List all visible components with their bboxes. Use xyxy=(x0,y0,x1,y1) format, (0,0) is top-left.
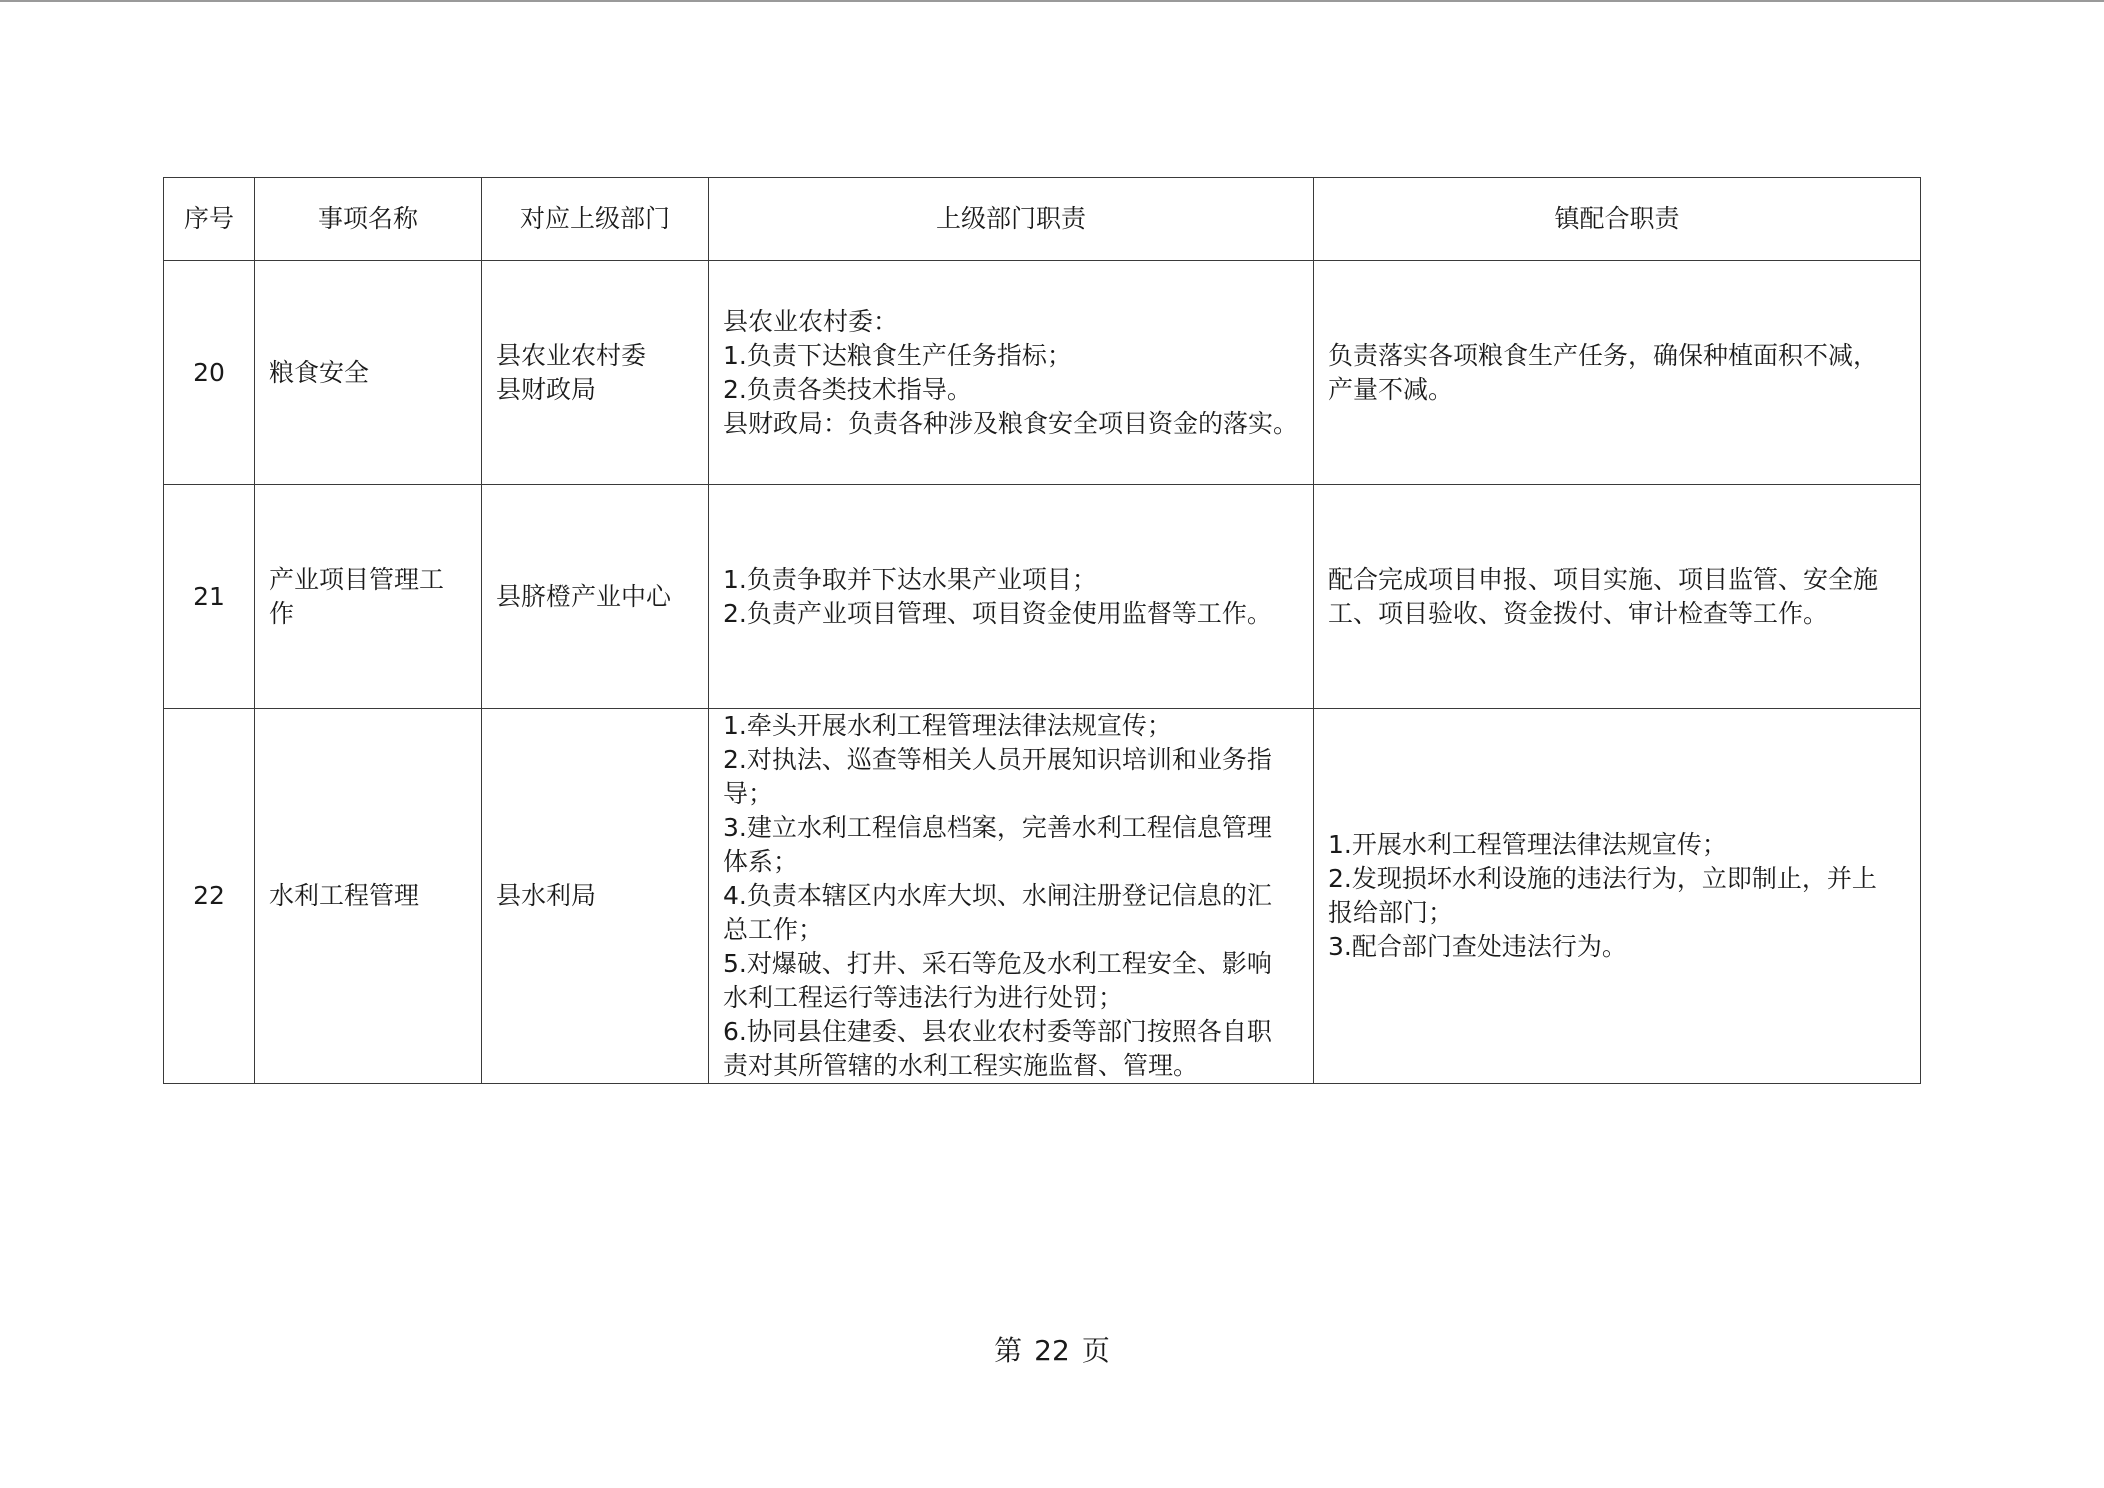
row-number: 21 xyxy=(164,485,255,709)
town-duty-line: 工、项目验收、资金拨付、审计检查等工作。 xyxy=(1328,598,1829,628)
town-duty-line: 报给部门； xyxy=(1328,898,1454,927)
department-line: 县农业农村委 xyxy=(496,340,647,370)
town-duty-line: 3.配合部门查处违法行为。 xyxy=(1328,932,1627,961)
superior-duty-cell xyxy=(709,485,1314,709)
item-name: 粮食安全 xyxy=(255,261,482,485)
duty-line: 县财政局：负责各种涉及粮食安全项目资金的落实。 xyxy=(723,408,1299,438)
duty-line: 1.负责争取并下达水果产业项目； xyxy=(723,564,1097,594)
duty-line: 水利工程运行等违法行为进行处罚； xyxy=(723,983,1124,1012)
header-department: 对应上级部门 xyxy=(482,178,709,261)
duty-line: 体系； xyxy=(723,847,799,876)
department-line: 县脐橙产业中心 xyxy=(496,581,672,611)
header-no: 序号 xyxy=(164,178,255,261)
header-item-name: 事项名称 xyxy=(255,178,482,261)
table-row xyxy=(164,485,1921,709)
duty-line: 责对其所管辖的水利工程实施监督、管理。 xyxy=(723,1051,1199,1080)
duty-line: 1.负责下达粮食生产任务指标； xyxy=(723,340,1072,370)
duty-line: 2.负责产业项目管理、项目资金使用监督等工作。 xyxy=(723,598,1272,628)
page-prefix: 第 xyxy=(994,1334,1023,1367)
page-top-border xyxy=(0,0,2104,2)
table-header-row xyxy=(164,178,1921,261)
superior-duty-cell xyxy=(709,261,1314,485)
duty-line: 2.对执法、巡查等相关人员开展知识培训和业务指 xyxy=(723,745,1272,774)
town-duty-cell xyxy=(1314,485,1921,709)
department-line: 县水利局 xyxy=(496,881,597,910)
item-name-line: 产业项目管理工 xyxy=(269,564,445,594)
town-duty-line: 2.发现损坏水利设施的违法行为，立即制止，并上 xyxy=(1328,864,1877,893)
department-cell xyxy=(482,485,709,709)
duty-table xyxy=(163,177,1921,1084)
duty-line: 6.协同县住建委、县农业农村委等部门按照各自职 xyxy=(723,1017,1272,1046)
page-number-footer xyxy=(0,1333,2104,1369)
department-cell xyxy=(482,709,709,1084)
town-duty-line: 负责落实各项粮食生产任务，确保种植面积不减， xyxy=(1328,340,1879,370)
row-number: 20 xyxy=(164,261,255,485)
town-duty-line: 1.开展水利工程管理法律法规宣传； xyxy=(1328,830,1727,859)
item-name: 水利工程管理 xyxy=(255,709,482,1084)
duty-line: 县农业农村委： xyxy=(723,306,899,336)
duty-line: 2.负责各类技术指导。 xyxy=(723,374,972,404)
table-row xyxy=(164,261,1921,485)
town-duty-line: 产量不减。 xyxy=(1328,374,1454,404)
row-number: 22 xyxy=(164,709,255,1084)
town-duty-cell xyxy=(1314,261,1921,485)
duty-line: 5.对爆破、打井、采石等危及水利工程安全、影响 xyxy=(723,949,1272,978)
town-duty-line: 配合完成项目申报、项目实施、项目监管、安全施 xyxy=(1328,564,1879,594)
town-duty-cell xyxy=(1314,709,1921,1084)
header-superior-duty: 上级部门职责 xyxy=(709,178,1314,261)
duty-line: 导； xyxy=(723,779,774,808)
duty-line: 1.牵头开展水利工程管理法律法规宣传； xyxy=(723,711,1172,740)
department-cell xyxy=(482,261,709,485)
department-line: 县财政局 xyxy=(496,374,597,404)
table-row xyxy=(164,709,1921,1084)
page-suffix: 页 xyxy=(1081,1334,1110,1367)
page-number: 22 xyxy=(1034,1334,1070,1367)
superior-duty-cell xyxy=(709,709,1314,1084)
duty-line: 总工作； xyxy=(723,915,824,944)
duty-line: 3.建立水利工程信息档案，完善水利工程信息管理 xyxy=(723,813,1272,842)
duty-line: 4.负责本辖区内水库大坝、水闸注册登记信息的汇 xyxy=(723,881,1272,910)
item-name xyxy=(255,485,482,709)
item-name-line: 作 xyxy=(269,598,295,628)
header-town-duty: 镇配合职责 xyxy=(1314,178,1921,261)
